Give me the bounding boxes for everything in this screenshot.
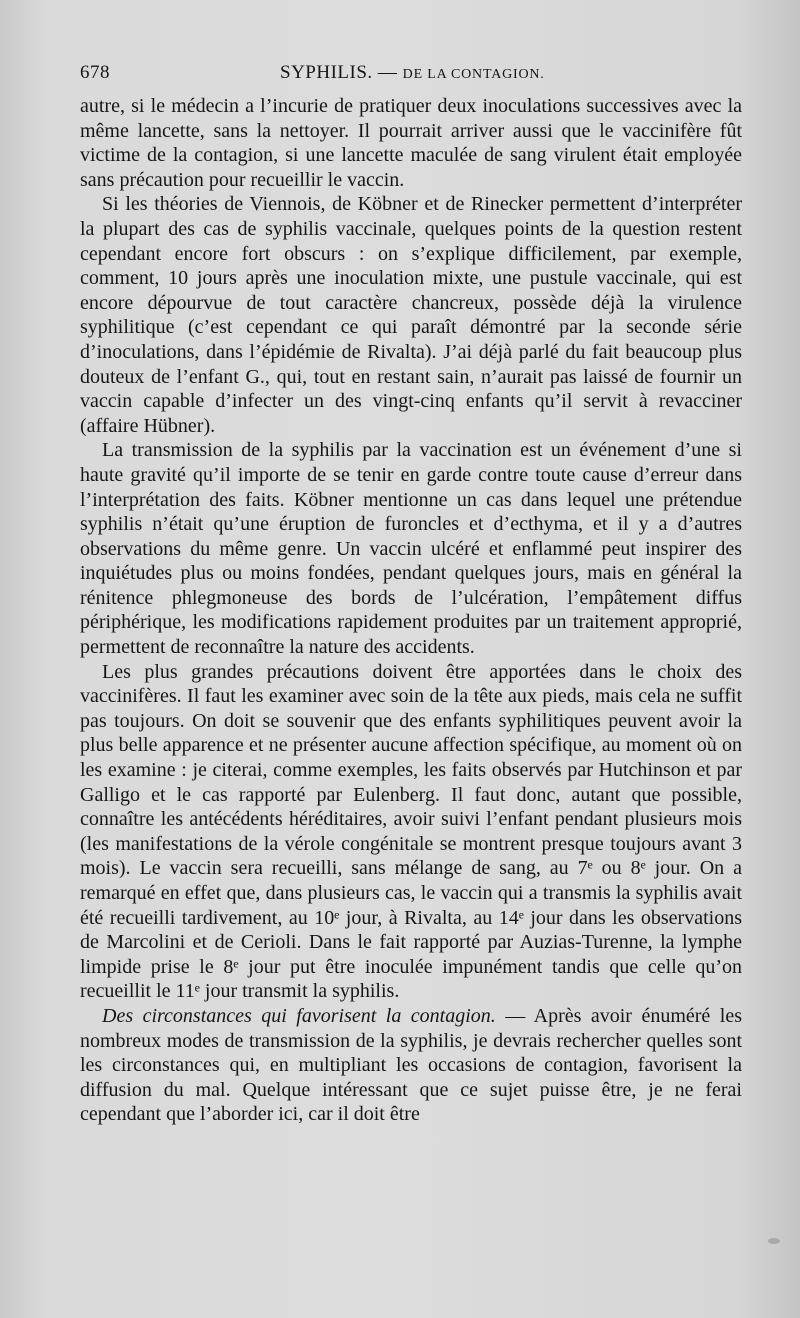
page-edge-blemish bbox=[768, 1238, 780, 1244]
page-number: 678 bbox=[80, 62, 110, 83]
running-head bbox=[280, 62, 545, 84]
section-heading-italic: Des circonstances qui favorisent la contagion. bbox=[102, 1004, 496, 1027]
paragraph-contagion-text: — Après avoir énuméré les nombreux modes de transmission de la syphilis, je devrais rechercher quelles sont les circonstances qui, en multipliant les occasions de contagion, favorisent la diffusion du mal. Quelque intéressant que ce sujet puisse être, je ne ferai cependant que l’aborder ici, car il doit être bbox=[80, 1004, 742, 1126]
paragraph-vaccinifer-precautions: Les plus grandes précautions doivent être apportées dans le choix des vaccinifères. Il faut les examiner avec soin de la tête aux pieds, mais cela ne suffit pas toujours. On doit se souvenir que des enfants syphilitiques peuvent avoir la plus belle apparence et ne présenter aucune affection spécifique, au moment où on les examine : je citerai, comme exemples, les faits observés par Hutchinson et par Galligo et le cas rapporté par Eulenberg. Il faut donc, autant que possible, connaître les antécédents héréditaires, avoir suivi l’enfant pendant plusieurs mois (les manifestations de la vérole congénitale se montrent presque toujours avant 3 mois). Le vaccin sera recueilli, sans mélange de sang, au 7ᵉ ou 8ᵉ jour. On a remarqué en effet que, dans plusieurs cas, le vaccin qui a transmis la syphilis avait été recueilli tardivement, au 10ᵉ jour, à Rivalta, au 14ᵉ jour dans les observations de Marcolini et de Cerioli. Dans le fait rapporté par Auzias-Turenne, la lymphe limpide prise le 8ᵉ jour put être inoculée impunément tandis que celle qu’on recueillit le 11ᵉ jour transmit la syphilis. bbox=[80, 660, 742, 1003]
page-header bbox=[80, 58, 742, 88]
paragraph-contagion-circumstances bbox=[80, 1004, 742, 1127]
paragraph-continuation: autre, si le médecin a l’incurie de pratiquer deux inoculations successives avec la même lancette, sans la nettoyer. Il pourrait arriver aussi que le vaccinifère fût victime de la contagion, si une lancette maculée de sang virulent était employée sans précaution pour recueillir le vaccin. bbox=[80, 95, 742, 191]
paragraph-transmission-gravity: La transmission de la syphilis par la vaccination est un événement d’une si haute gravité qu’il importe de se tenir en garde contre toute cause d’erreur dans l’interprétation des faits. Köbner mentionne un cas dans lequel une prétendue syphilis n’était qu’une éruption de furoncles et d’ecthyma, et il y a d’autres observations du même genre. Un vaccin ulcéré et enflammé peut inspirer des inquiétudes plus ou moins fondées, pendant quelques jours, mais en général la rénitence phlegmoneuse des bords de l’ulcération, l’empâtement diffus périphérique, les modifications rapidement produites par un traitement approprié, permettent de reconnaître la nature des accidents. bbox=[80, 439, 742, 659]
running-head-main: SYPHILIS. — bbox=[280, 62, 403, 83]
paragraph-viennois-theories: Si les théories de Viennois, de Köbner et de Rinecker permettent d’interpréter la plupart des cas de syphilis vaccinale, quelques points de la question restent cependant encore fort obscurs : on s’explique difficilement, par exemple, comment, 10 jours après une inoculation mixte, une pustule vaccinale, qui est encore dépourvue de tout caractère chancreux, possède déjà la virulence syphilitique (c’est cependant ce qui paraît démontré par la seconde série d’inoculations, dans l’épidémie de Rivalta). J’ai déjà parlé du fait beaucoup plus douteux de l’enfant G., qui, tout en restant sain, n’aurait pas laissé de fournir un vaccin capable d’infecter un des vingt-cinq enfants qu’il servit à revacciner (affaire Hübner). bbox=[80, 193, 742, 437]
body-text bbox=[80, 94, 742, 1127]
running-head-subtitle: DE LA CONTAGION. bbox=[402, 67, 545, 82]
